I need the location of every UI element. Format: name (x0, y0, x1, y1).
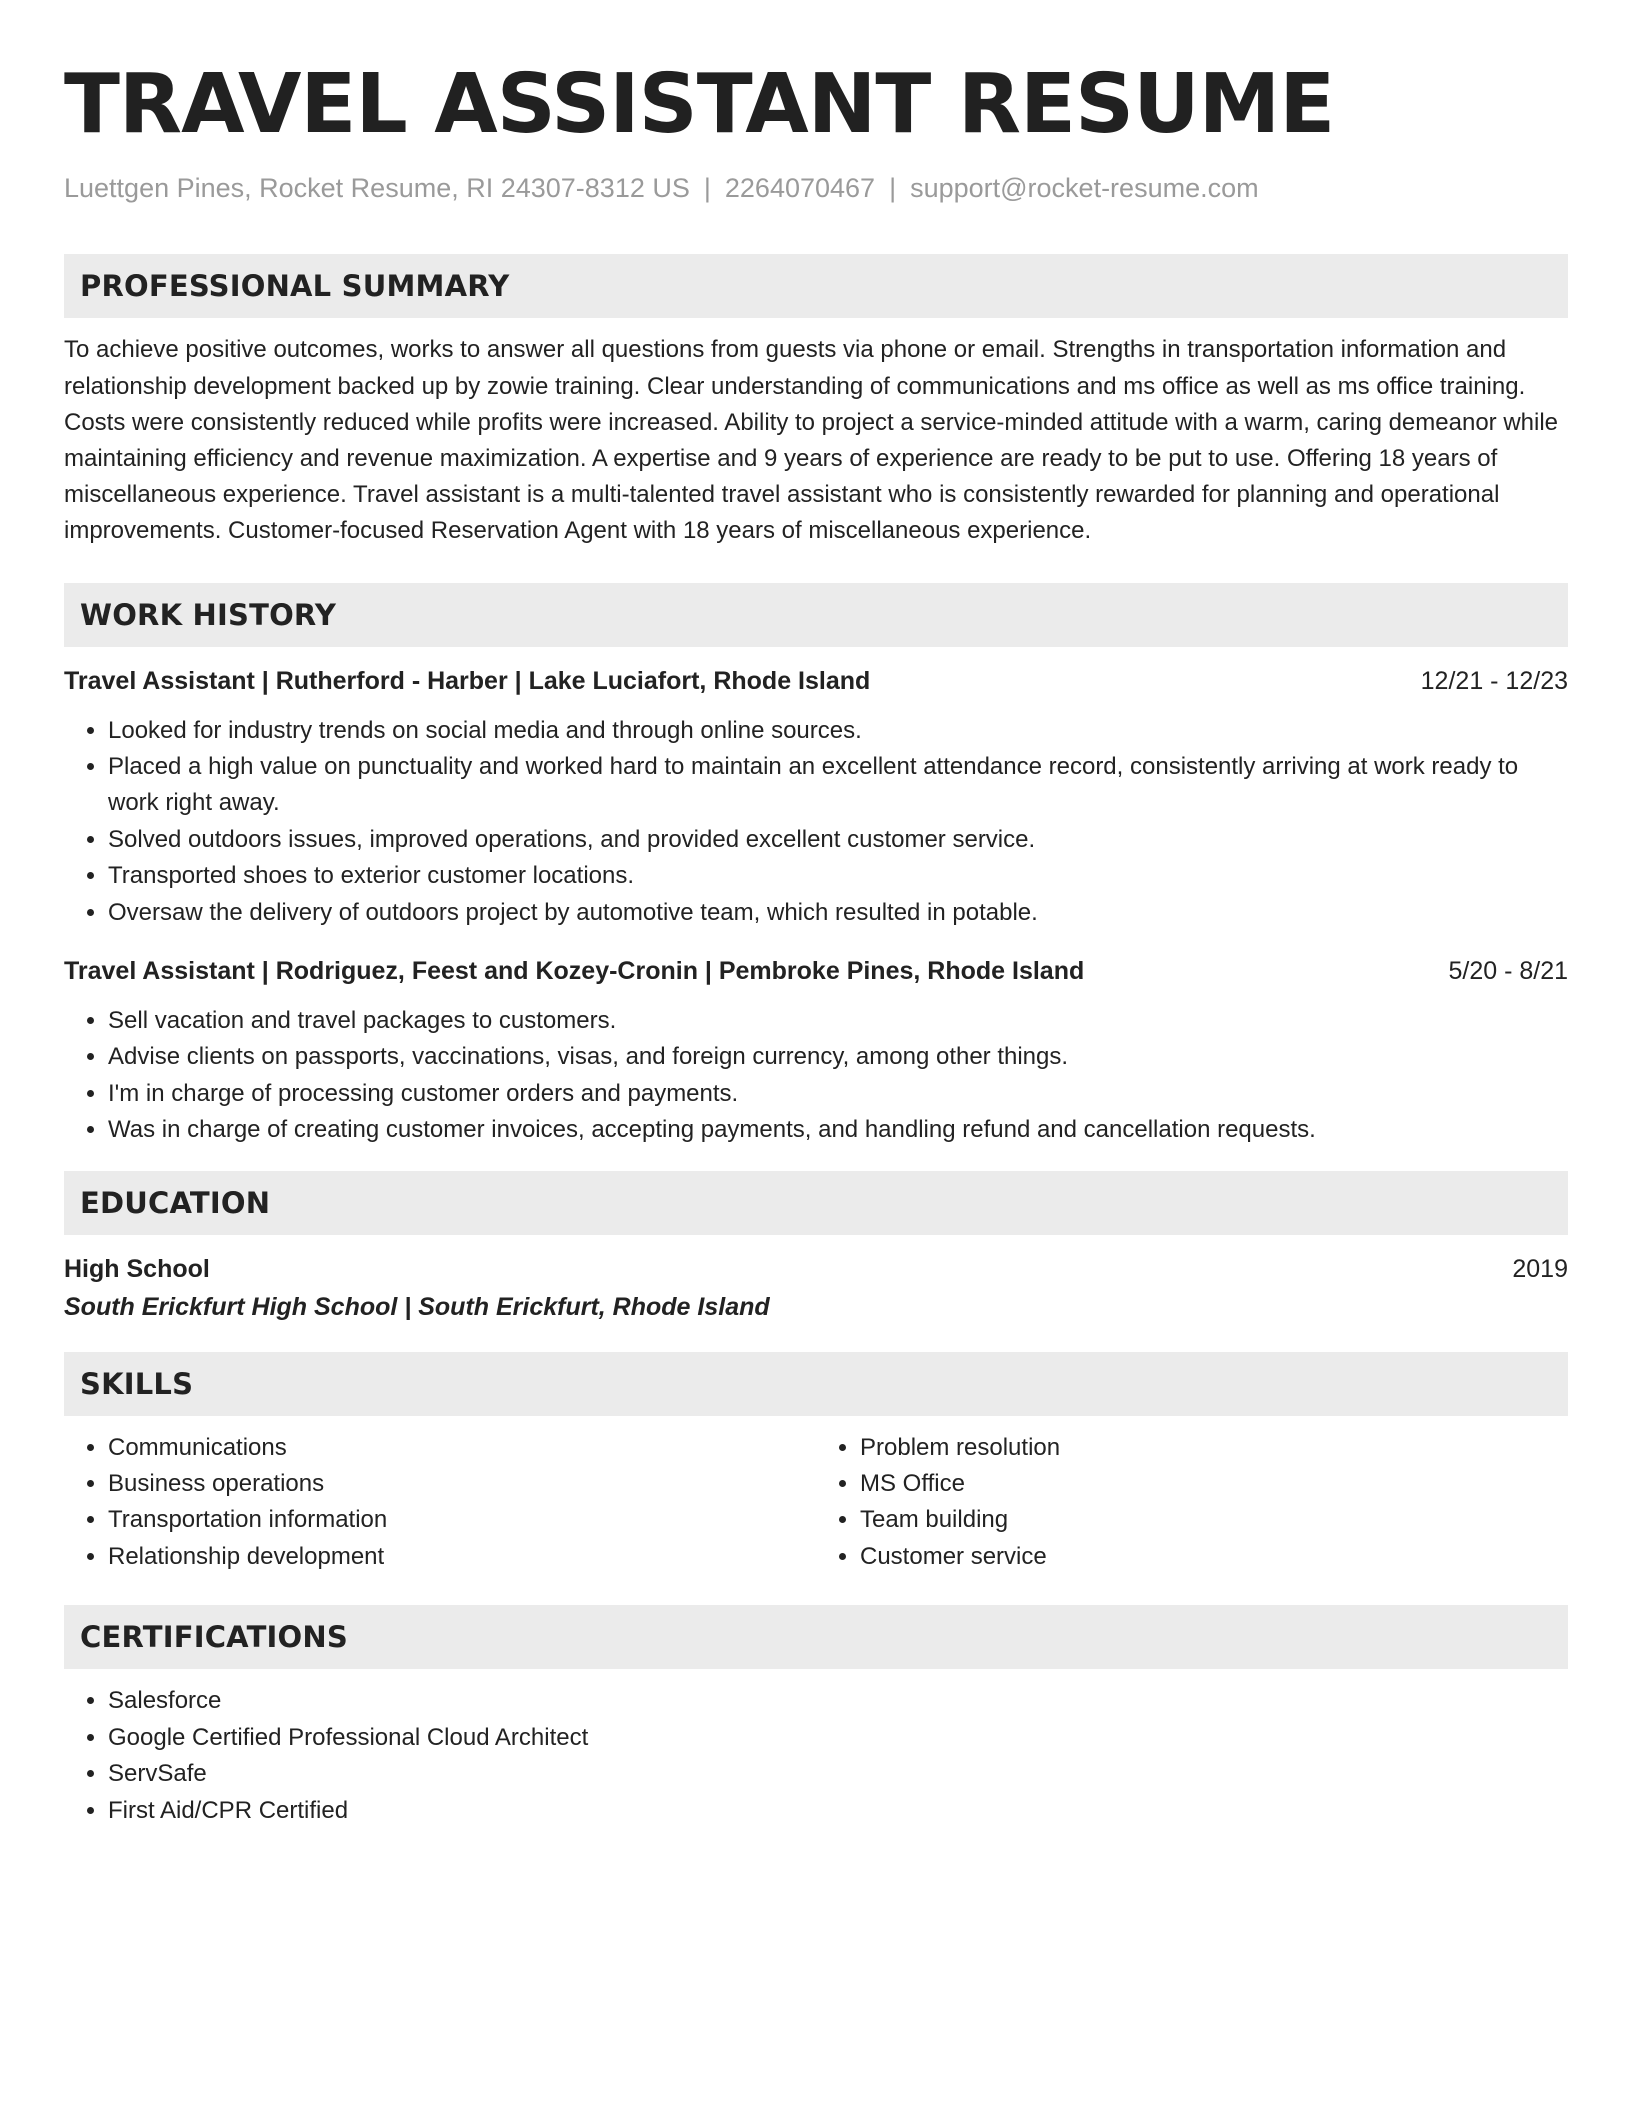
certification-item: • First Aid/CPR Certified (108, 1793, 1568, 1829)
skill-item: • Team building (860, 1502, 1568, 1538)
job-bullet: • Placed a high value on punctuality and worked hard to maintain an excellent attendance record, consistently arriving at work ready to work right away. (108, 749, 1568, 822)
skill-item: • Problem resolution (860, 1430, 1568, 1466)
skills-columns (64, 1430, 1568, 1576)
skill-item: • Customer service (860, 1539, 1568, 1575)
education-degree: High School (64, 1254, 210, 1283)
job-bullets (64, 713, 1568, 931)
section-header-skills: SKILLS (64, 1352, 1568, 1416)
job-bullet: • Transported shoes to exterior customer locations. (108, 858, 1568, 894)
certification-item: • Google Certified Professional Cloud Architect (108, 1720, 1568, 1756)
section-header-education: EDUCATION (64, 1171, 1568, 1235)
certification-item: • ServSafe (108, 1756, 1568, 1792)
skill-item: • Communications (108, 1430, 816, 1466)
contact-separator: | (889, 173, 897, 203)
job-header (64, 953, 1568, 989)
job-bullets (64, 1003, 1568, 1149)
contact-separator: | (703, 173, 711, 203)
job-title-line: Travel Assistant | Rodriguez, Feest and Kozey-Cronin | Pembroke Pines, Rhode Island (64, 957, 1085, 986)
job-title-line: Travel Assistant | Rutherford - Harber | Lake Luciafort, Rhode Island (64, 666, 871, 695)
job-bullet: • Was in charge of creating customer invoices, accepting payments, and handling refund and cancellation requests. (108, 1112, 1568, 1148)
section-header-certifications: CERTIFICATIONS (64, 1605, 1568, 1669)
job-bullet: • Looked for industry trends on social media and through online sources. (108, 713, 1568, 749)
education-school: South Erickfurt High School | South Erickfurt, Rhode Island (64, 1292, 770, 1321)
section-header-work-history: WORK HISTORY (64, 583, 1568, 647)
contact-address: Luettgen Pines, Rocket Resume, RI 24307-8312 US (64, 173, 690, 203)
job-entry (64, 953, 1568, 1149)
job-bullet: • Solved outdoors issues, improved operations, and provided excellent customer service. (108, 822, 1568, 858)
job-bullet: • Oversaw the delivery of outdoors project by automotive team, which resulted in potable. (108, 895, 1568, 931)
skill-item: • Relationship development (108, 1539, 816, 1575)
contact-phone: 2264070467 (724, 173, 876, 203)
skill-item: • MS Office (860, 1466, 1568, 1502)
skill-item: • Transportation information (108, 1502, 816, 1538)
skills-list-left (64, 1430, 816, 1576)
education-header (64, 1251, 1568, 1288)
job-bullet: • Sell vacation and travel packages to customers. (108, 1003, 1568, 1039)
job-header (64, 663, 1568, 699)
education-year: 2019 (1512, 1254, 1568, 1283)
certification-item: • Salesforce (108, 1683, 1568, 1719)
summary-paragraph: To achieve positive outcomes, works to answer all questions from guests via phone or email. Strengths in transportation information and relationship development backed up by zowie training. Clear understanding of communications and ms office as well as ms office training. Costs were consistently reduced while profits were increased. Ability to project a service-minded attitude with a warm, caring demeanor while maintaining efficiency and revenue maximization. A expertise and 9 years of experience are ready to be put to use. Offering 18 years of miscellaneous experience. Travel assistant is a multi-talented travel assistant who is consistently rewarded for planning and operational improvements. Customer-focused Reservation Agent with 18 years of miscellaneous experience. (64, 336, 1559, 545)
job-dates: 12/21 - 12/23 (1420, 666, 1568, 695)
job-entry (64, 663, 1568, 931)
job-bullet: • I'm in charge of processing customer orders and payments. (108, 1076, 1568, 1112)
job-dates: 5/20 - 8/21 (1448, 957, 1568, 986)
skill-item: • Business operations (108, 1466, 816, 1502)
skills-list-right (816, 1430, 1568, 1576)
resume-title: TRAVEL ASSISTANT RESUME (64, 57, 1335, 152)
contact-line (64, 172, 1568, 204)
job-bullet: • Advise clients on passports, vaccinations, visas, and foreign currency, among other things. (108, 1039, 1568, 1075)
section-header-summary: PROFESSIONAL SUMMARY (64, 254, 1568, 318)
certifications-list (64, 1683, 1568, 1829)
contact-email: support@rocket-resume.com (910, 173, 1259, 203)
